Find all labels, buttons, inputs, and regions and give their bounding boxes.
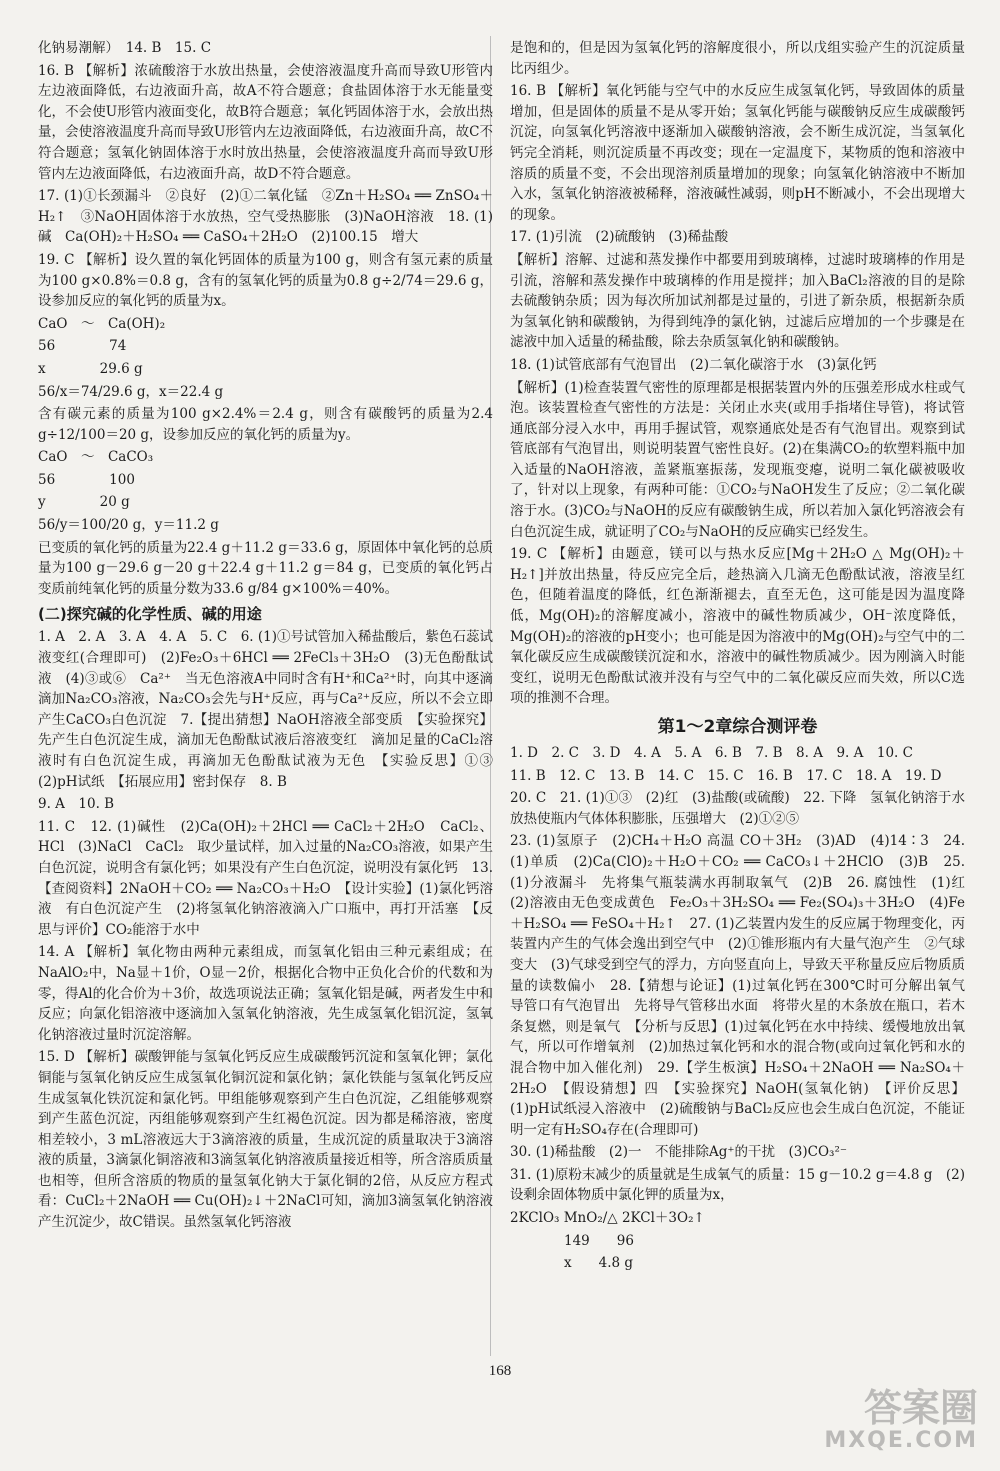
paragraph: 19. C 【解析】设久置的氧化钙固体的质量为100 g，则含有氢元素的质量为100 g×0.8%＝0.8 g，含有的氢氧化钙的质量为0.8 g÷2/74＝29.6 g，设参加反应的氧化钙的质量为x。 [38, 251, 493, 310]
paragraph: 已变质的氧化钙的质量为22.4 g＋11.2 g＝33.6 g，原固体中氧化钙的总质量为100 g－29.6 g－20 g＋22.4 g＋11.2 g＝84 g，已变质的氧化钙占变质前纯氧化钙的质量分数为33.6 g/84 g×100%＝40%。 [38, 539, 493, 597]
paragraph: CaO ～ Ca(OH)₂ [38, 315, 166, 332]
paragraph: 1. A 2. A 3. A 4. A 5. C 6. (1)①号试管加入稀盐酸后，紫色石蕊试液变红(合理即可) (2)Fe₂O₃＋6HCl ══ 2FeCl₃＋3H₂O (3)无色酚酞试液 (4)③或⑥ Ca²⁺ 当无色溶液A中同时含有H⁺和Ca²⁺时，向其中逐滴滴加Na₂CO₃溶液，Na₂CO₃会先与H⁺反应，再与Ca²⁺反应，所以不会立即产生CaCO₃白色沉淀 7.【提出猜想】NaOH溶液全部变质 【实验探究】先产生白色沉淀生成，滴加无色酚酞试液后溶液变红 滴加足量的CaCl₂溶液时有白色沉淀生成，再滴加无色酚酞试液为无色 【实验反思】①③ (2)pH试纸 【拓展应用】密封保存 8. B [38, 629, 507, 790]
paragraph: 149 96 [510, 1232, 634, 1249]
paragraph: 56 100 [38, 471, 135, 488]
paragraph: 19. C 【解析】由题意，镁可以与热水反应[Mg＋2H₂O △ Mg(OH)₂＋H₂↑]并放出热量，待反应完全后，趁热滴入几滴无色酚酞试液，溶液呈红色，但随着温度的降低，红色渐渐褪去，直至无色，这可能是因为温度降低，Mg(OH)₂的溶解度减小，溶液中的碱性物质减少，OH⁻浓度降低，Mg(OH)₂的溶液的pH变小；也可能是因为溶液中的Mg(OH)₂与空气中的二氧化碳反应生成碳酸镁沉淀和水，溶液中的碱性物质减少。因为刚滴入时能变红，说明无色酚酞试液并没有与空气中的二氧化碳反应而失效，所以C选项的推测不合理。 [510, 546, 965, 707]
paragraph: 1. D 2. C 3. D 4. A 5. A 6. B 7. B 8. A 9. A 10. C [510, 745, 913, 761]
left-column [38, 38, 507, 1235]
paragraph: 14. A 【解析】氧化物由两种元素组成，而氢氧化铝由三种元素组成；在NaAlO₂中，Na显＋1价，O显－2价，根据化合物中正负化合价的代数和为零，得Al的化合价为＋3价，故选项说法正确；氢氧化铝是碱，两者发生中和反应；向氯化铝溶液中逐滴加入氢氧化钠溶液，先生成氢氧化铝沉淀，氢氧化钠溶液过量时沉淀溶解。 [38, 944, 493, 1043]
paragraph: y 20 g [38, 494, 130, 511]
paragraph: 18. (1)试管底部有气泡冒出 (2)二氧化碳溶于水 (3)氯化钙 [510, 356, 877, 373]
paragraph: 含有碳元素的质量为100 g×2.4%＝2.4 g，则含有碳酸钙的质量为2.4 g÷12/100＝20 g，设参加反应的氧化钙的质量为y。 [38, 406, 493, 443]
paragraph: 11. C 12. (1)碱性 (2)Ca(OH)₂＋2HCl ══ CaCl₂＋2H₂O CaCl₂、HCl (3)NaCl CaCl₂ 取少量试样，加入过量的Na₂CO₃溶液，如果产生白色沉淀，说明含有氯化钙；如果没有产生白色沉淀，说明没有氯化钙 13.【查阅资料】2NaOH＋CO₂ ══ Na₂CO₃＋H₂O 【设计实验】(1)氯化钙溶液 有白色沉淀产生 (2)将氢氧化钠溶液滴入广口瓶中，再打开活塞 【反思与评价】CO₂能溶于水中 [38, 818, 493, 938]
paragraph: x 4.8 g [510, 1255, 634, 1272]
paragraph: 15. D 【解析】碳酸钾能与氢氧化钙反应生成碳酸钙沉淀和氢氧化钾；氯化铜能与氢氧化钠反应生成氢氧化铜沉淀和氯化钠；氯化铁能与氢氧化钙反应生成氢氧化铁沉淀和氯化钙。甲组能够观察到产生白色沉淀，乙组能够观察到产生蓝色沉淀，丙组能够观察到产生红褐色沉淀。因为都是稀溶液，密度相差较小，3 mL溶液远大于3滴溶液的质量，生成沉淀的质量取决于3滴溶液的质量，3滴氯化铜溶液和3滴氢氧化钠溶液质量接近相等，所含溶质质量也相等，但所含溶质的物质的量氢氧化钠大于氯化铜的2倍，从反应方程式看：CuCl₂＋2NaOH ══ Cu(OH)₂↓＋2NaCl可知，滴加3滴氢氧化钠溶液产生沉淀少，故C错误。虽然氢氧化钙溶液 [38, 1049, 493, 1231]
paragraph: 56/y＝100/20 g，y＝11.2 g [38, 517, 219, 534]
watermark-line2: MXQE.COM [824, 1428, 978, 1453]
paragraph: 16. B 【解析】浓硫酸溶于水放出热量，会使溶液温度升高而导致U形管内左边液面降低，右边液面升高，故A不符合题意；食盐固体溶于水无能量变化，不会使U形管内液面变化，故B符合题意；氧化钙固体溶于水，会放出热量，会使溶液温度升高而导致U形管内左边液面降低，右边液面升高，故C不符合题意；氢氧化钠固体溶于水时放出热量，会使溶液温度升高而导致U形管内左边液面降低，右边液面升高，故D不符合题意。 [38, 62, 493, 182]
paragraph: 【解析】(1)检查装置气密性的原理都是根据装置内外的压强差形成水柱或气泡。该装置检查气密性的方法是：关闭止水夹(或用手指堵住导管)，将试管通底部分浸入水中，再用手握试管，观察通底处是否有气泡冒出。观察到试管底部有气泡冒出，则说明装置气密性良好。(2)在集满CO₂的软塑料瓶中加入适量的NaOH溶液，盖紧瓶塞振荡，发现瓶变瘪，说明二氧化碳被吸收了，针对以上现象，有两种可能：①CO₂与NaOH发生了反应；②二氧化碳溶于水。(3)CO₂与NaOH的反应有碳酸钠生成，所以若加入氯化钙溶液会有白色沉淀生成，就证明了CO₂与NaOH的反应确实已经发生。 [510, 379, 965, 540]
paragraph: 16. B 【解析】氧化钙能与空气中的水反应生成氢氧化钙，导致固体的质量增加，但是固体的质量不是从零开始；氢氧化钙能与碳酸钠反应生成碳酸钙沉淀，向氢氧化钙溶液中逐渐加入碳酸钠溶液，会不断生成沉淀，当氢氧化钙完全消耗，则沉淀质量不再改变；现在一定温度下，某物质的饱和溶液中溶质的质量不变，不会出现溶剂质量增加的现象；向氢氧化钠溶液中不断加入水，氢氧化钠溶液被稀释，溶液碱性减弱，则pH不断减小，不会出现增大的现象。 [510, 83, 965, 223]
watermark-line1: 答案圈 [863, 1386, 978, 1430]
section-heading: 第1～2章综合测评卷 [657, 717, 818, 737]
paragraph: 56 74 [38, 338, 127, 355]
page-number: 168 [488, 1363, 512, 1379]
paragraph: 17. (1)①长颈漏斗 ②良好 (2)①二氧化锰 ②Zn＋H₂SO₄ ══ ZnSO₄＋H₂↑ ③NaOH固体溶于水放热，空气受热膨胀 (3)NaOH溶液 18. (1)碱 Ca(OH)₂＋H₂SO₄ ══ CaSO₄＋2H₂O (2)100.15 增大 [38, 188, 493, 246]
paragraph: 【解析】溶解、过滤和蒸发操作中都要用到玻璃棒，过滤时玻璃棒的作用是引流，溶解和蒸发操作中玻璃棒的作用是搅拌；加入BaCl₂溶液的目的是除去硫酸钠杂质；因为每次所加试剂都是过量的，引进了新杂质，根据新杂质为氢氧化钠和碳酸钠，为得到纯净的氯化钠，过滤后应增加的一个步骤是在滤液中加入适量的稀盐酸，除去杂质氢氧化钠和碳酸钠。 [510, 251, 965, 351]
paragraph: x 29.6 g [38, 360, 143, 377]
paragraph: 20. C 21. (1)①③ (2)红 (3)盐酸(或硫酸) 22. 下降 氢氧化钠溶于水放热使瓶内气体体积膨胀，压强增大 (2)①②⑤ [510, 790, 965, 827]
section-heading: (二)探究碱的化学性质、碱的用途 [38, 605, 262, 624]
paragraph: 56/x＝74/29.6 g，x＝22.4 g [38, 383, 224, 400]
paragraph: 是饱和的，但是因为氢氧化钙的溶解度很小，所以戊组实验产生的沉淀质量比丙组少。 [510, 40, 965, 77]
paragraph: 化钠易潮解） 14. B 15. C [38, 40, 212, 56]
paragraph: 2KClO₃ MnO₂/△ 2KCl＋3O₂↑ [510, 1210, 705, 1227]
right-column [510, 38, 979, 1276]
paragraph: 17. (1)引流 (2)硫酸钠 (3)稀盐酸 [510, 229, 729, 246]
paragraph: CaO ～ CaCO₃ [38, 449, 154, 466]
paragraph: 30. (1)稀盐酸 (2)一 不能排除Ag⁺的干扰 (3)CO₃²⁻ [510, 1144, 847, 1161]
paragraph: 11. B 12. C 13. B 14. C 15. C 16. B 17. C 18. A 19. D [510, 767, 942, 784]
paragraph: 31. (1)原粉末减少的质量就是生成氧气的质量：15 g－10.2 g＝4.8 g (2)设剩余固体物质中氯化钾的质量为x， [510, 1166, 966, 1204]
paragraph: 23. (1)氢原子 (2)CH₄＋H₂O 高温 CO＋3H₂ (3)AD (4)14∶3 24. (1)单质 (2)Ca(ClO)₂＋H₂O＋CO₂ ══ CaCO₃↓＋2HClO (3)B 25. (1)分液漏斗 先将集气瓶装满水再制取氧气 (2)B 26. 腐蚀性 (1)红 (2)溶液由无色变成黄色 Fe₂O₃＋3H₂SO₄ ══ Fe₂(SO₄)₃＋3H₂O (4)Fe＋H₂SO₄ ══ FeSO₄＋H₂↑ 27. (1)乙装置内发生的反应属于物理变化，丙装置内产生的气体会逸出到空气中 (2)①锥形瓶内有大量气泡产生 ②气球变大 (3)气球受到空气的浮力，方向竖直向上，导致天平称量反应后物质质量的读数偏小 28.【猜想与论证】(1)过氧化钙在300℃时可分解出氧气 导管口有气泡冒出 先将导气管移出水面 将带火星的木条放在瓶口，若木条复燃，则是氧气 【分析与反思】(1)过氧化钙在水中持续、缓慢地放出氧气，所以可作增氧剂 (2)加热过氧化钙和水的混合物(或向过氧化钙和水的混合物中加入催化剂) 29.【学生板演】H₂SO₄＋2NaOH ══ Na₂SO₄＋2H₂O 【假设猜想】四 【实验探究】NaOH(氢氧化钠) 【评价反思】(1)pH试纸浸入溶液中 (2)硫酸钠与BaCl₂反应也会生成白色沉淀，不能证明一定有H₂SO₄存在(合理即可) [510, 833, 979, 1138]
watermark-logo [824, 1388, 978, 1453]
paragraph: 9. A 10. B [38, 796, 115, 813]
